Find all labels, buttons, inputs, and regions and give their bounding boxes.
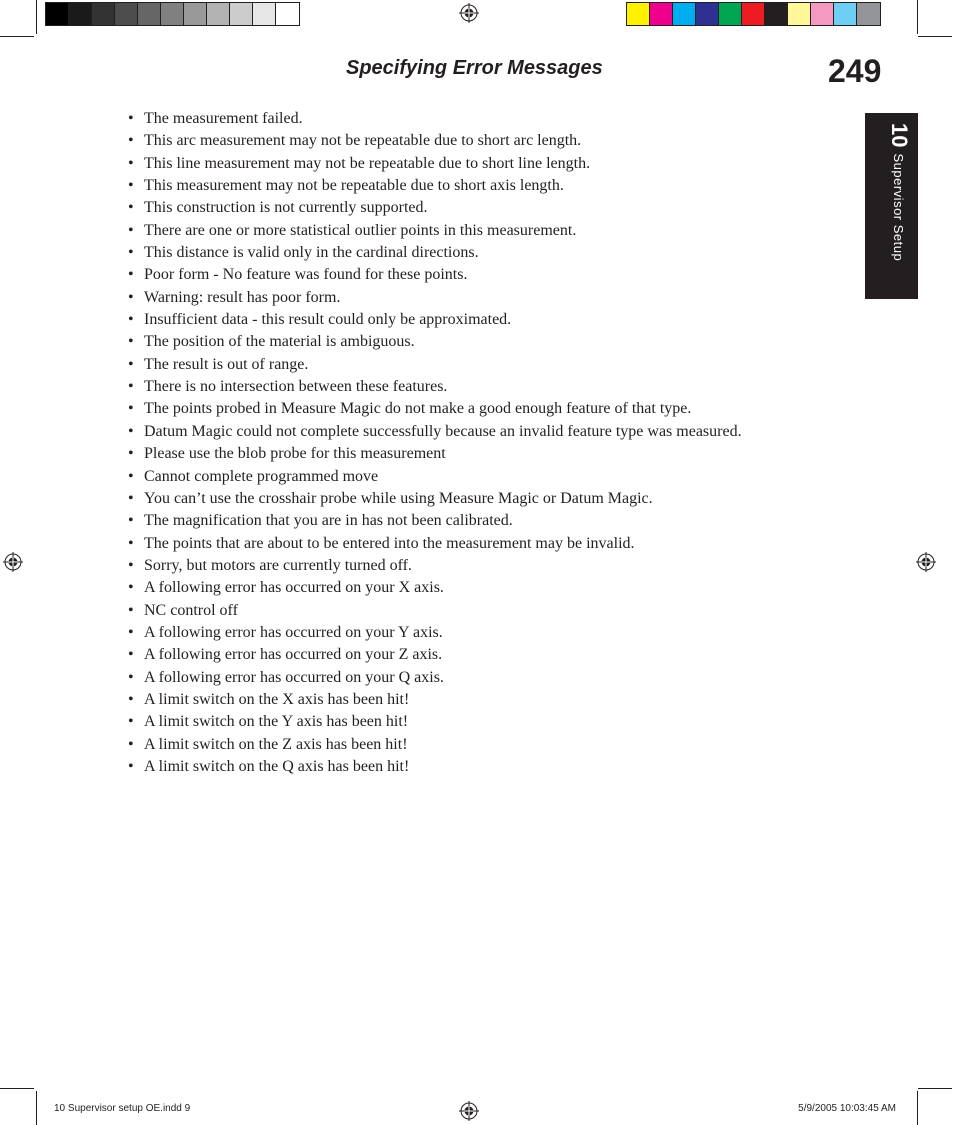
list-item: • A limit switch on the Q axis has been hit! [128, 756, 742, 778]
color-swatch [696, 3, 719, 25]
list-item: • The position of the material is ambiguous. [128, 331, 742, 353]
color-swatch [650, 3, 673, 25]
color-swatch [627, 3, 650, 25]
chapter-number: 10 [887, 123, 912, 148]
list-item: • Sorry, but motors are currently turned off. [128, 555, 742, 577]
list-item: • This measurement may not be repeatable due to short axis length. [128, 175, 742, 197]
list-item: • The measurement failed. [128, 108, 742, 130]
list-item: • Warning: result has poor form. [128, 287, 742, 309]
list-item: • You can’t use the crosshair probe while using Measure Magic or Datum Magic. [128, 488, 742, 510]
list-item: • There is no intersection between these features. [128, 376, 742, 398]
color-swatch [253, 3, 276, 25]
registration-mark-icon [3, 552, 23, 572]
footer-timestamp: 5/9/2005 10:03:45 AM [798, 1103, 896, 1114]
list-item: • A following error has occurred on your Y axis. [128, 622, 742, 644]
list-item: • A following error has occurred on your Q axis. [128, 667, 742, 689]
list-item: • A following error has occurred on your X axis. [128, 577, 742, 599]
crop-mark [0, 1088, 34, 1089]
color-swatch [230, 3, 253, 25]
color-swatch [834, 3, 857, 25]
list-item: • A limit switch on the Y axis has been hit! [128, 711, 742, 733]
color-swatch [46, 3, 69, 25]
list-item: • Please use the blob probe for this measurement [128, 443, 742, 465]
color-swatch [857, 3, 880, 25]
color-swatch [673, 3, 696, 25]
registration-mark-icon [459, 3, 479, 23]
color-swatch [276, 3, 299, 25]
chapter-tab [865, 113, 918, 299]
crop-mark [917, 1091, 918, 1125]
list-item: • The result is out of range. [128, 354, 742, 376]
process-color-bar [626, 2, 881, 26]
list-item: • The magnification that you are in has not been calibrated. [128, 510, 742, 532]
color-swatch [719, 3, 742, 25]
crop-mark [918, 1088, 952, 1089]
color-swatch [161, 3, 184, 25]
crop-mark [36, 0, 37, 34]
list-item: • Poor form - No feature was found for these points. [128, 264, 742, 286]
crop-mark [917, 0, 918, 34]
list-item: • A following error has occurred on your Z axis. [128, 644, 742, 666]
list-item: • This distance is valid only in the cardinal directions. [128, 242, 742, 264]
list-item: • Cannot complete programmed move [128, 466, 742, 488]
color-swatch [138, 3, 161, 25]
color-swatch [69, 3, 92, 25]
color-swatch [92, 3, 115, 25]
color-swatch [184, 3, 207, 25]
list-item: • There are one or more statistical outlier points in this measurement. [128, 220, 742, 242]
grayscale-color-bar [45, 2, 300, 26]
list-item: • This arc measurement may not be repeatable due to short arc length. [128, 130, 742, 152]
color-swatch [115, 3, 138, 25]
error-message-list [128, 108, 742, 778]
footer-file-name: 10 Supervisor setup OE.indd 9 [54, 1103, 191, 1114]
color-swatch [207, 3, 230, 25]
color-swatch [742, 3, 765, 25]
page-number: 249 [828, 53, 882, 89]
list-item: • Insufficient data - this result could only be approximated. [128, 309, 742, 331]
list-item: • The points that are about to be entered into the measurement may be invalid. [128, 533, 742, 555]
color-swatch [788, 3, 811, 25]
registration-mark-icon [459, 1101, 479, 1121]
list-item: • This construction is not currently supported. [128, 197, 742, 219]
list-item: • A limit switch on the Z axis has been hit! [128, 734, 742, 756]
section-title: Specifying Error Messages [346, 57, 603, 79]
color-swatch [765, 3, 788, 25]
crop-mark [918, 36, 952, 37]
list-item: • This line measurement may not be repeatable due to short line length. [128, 153, 742, 175]
chapter-label: Supervisor Setup [891, 153, 907, 262]
crop-mark [0, 36, 34, 37]
registration-mark-icon [916, 552, 936, 572]
list-item: • The points probed in Measure Magic do not make a good enough feature of that type. [128, 398, 742, 420]
crop-mark [36, 1091, 37, 1125]
list-item: • Datum Magic could not complete successfully because an invalid feature type was measured. [128, 421, 742, 443]
list-item: • A limit switch on the X axis has been hit! [128, 689, 742, 711]
list-item: • NC control off [128, 600, 742, 622]
color-swatch [811, 3, 834, 25]
